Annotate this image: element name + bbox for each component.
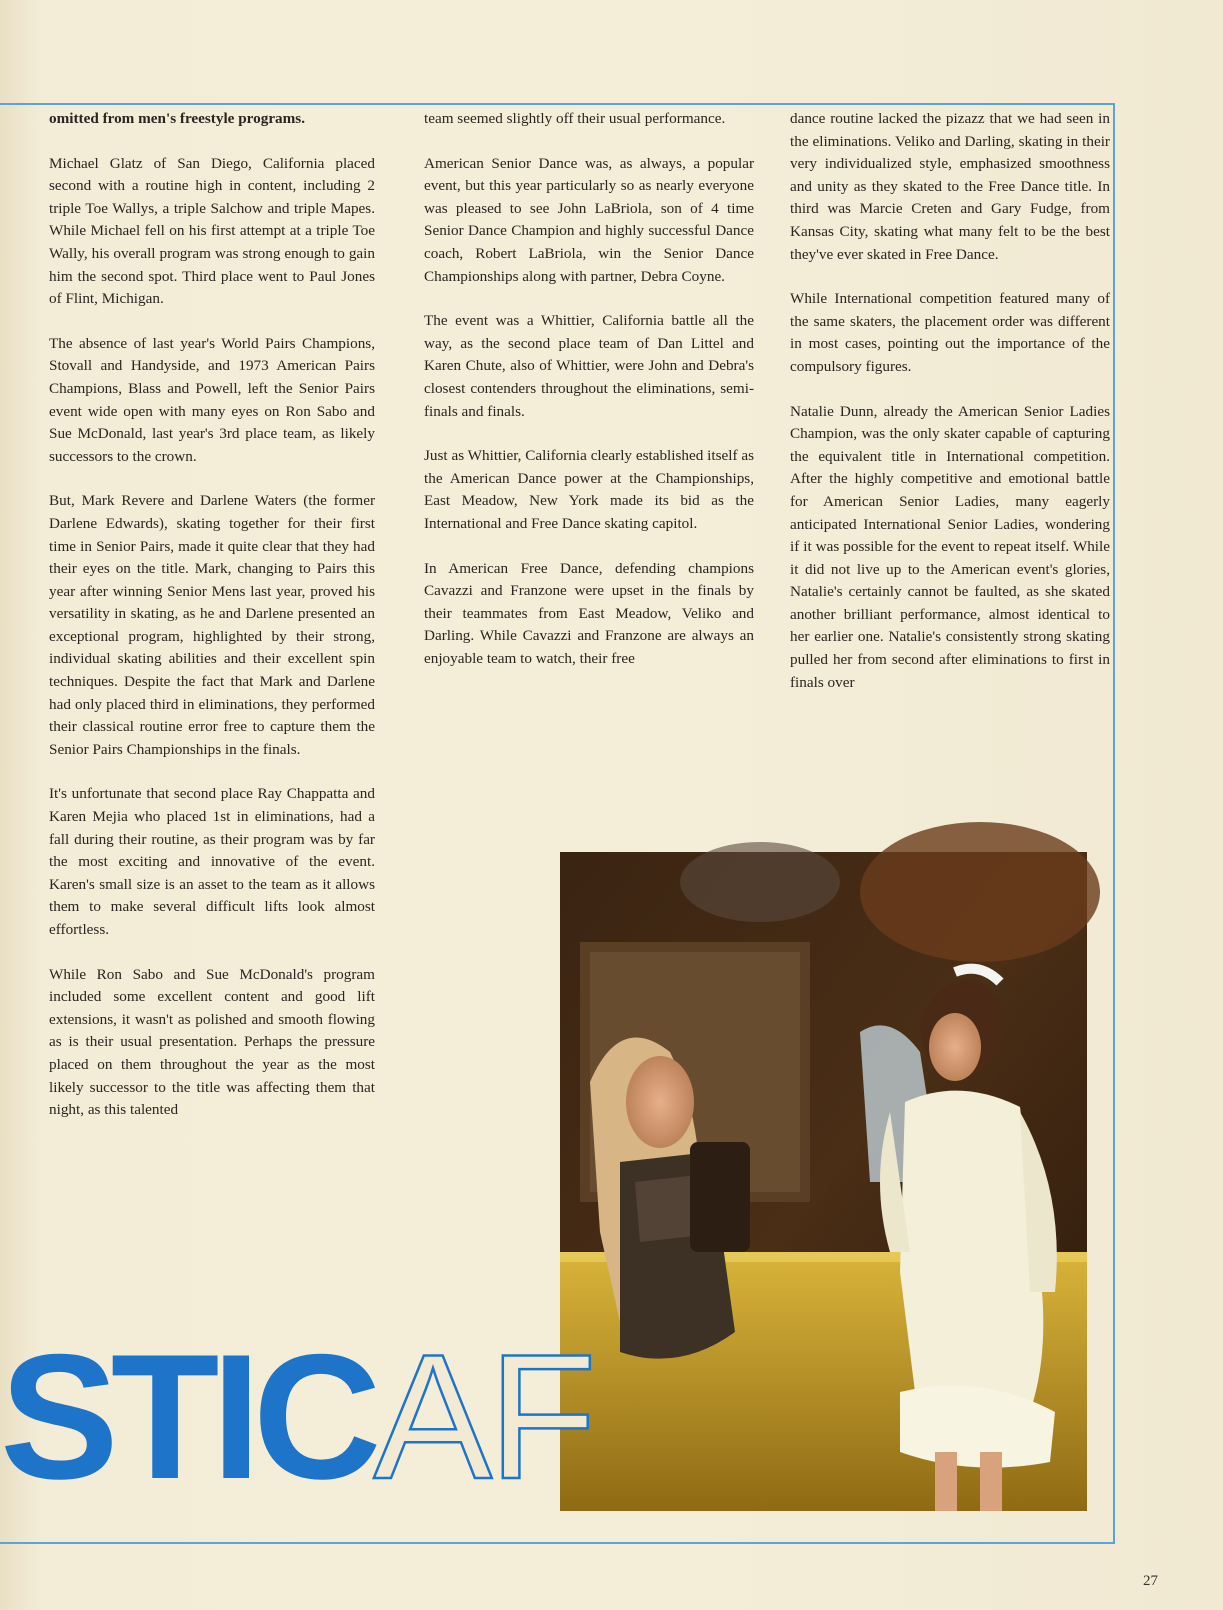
article-column-3 <box>790 108 1110 716</box>
skaters-photo <box>560 852 1087 1511</box>
paragraph: omitted from men's freestyle programs. <box>49 110 306 127</box>
paragraph: team seemed slightly off their usual performance. <box>424 110 726 127</box>
paragraph: Just as Whittier, California clearly established itself as the American Dance power at the Championships, East Meadow, New York made its bid as the International and Free Dance skating capitol. <box>424 447 754 532</box>
paragraph: Natalie Dunn, already the American Senior Ladies Champion, was the only skater capable of capturing the equivalent title in International competition. After the highly competitive and emotional battle for American Senior Ladies, many eagerly anticipated International Senior Ladies, wondering if it was possible for the event to repeat itself. While it did not live up to the American event's glories, Natalie's certainly cannot be faulted, as she skated another brilliant performance, almost identical to her earlier one. Natalie's consistently strong skating pulled her from second after eliminations to first in finals over <box>790 402 1110 691</box>
paragraph: dance routine lacked the pizazz that we had seen in the eliminations. Veliko and Darling, skating in their very individualized style, emphasized smoothness and unity as they skated to the Free Dance title. In third was Marcie Creten and Gary Fudge, from Kansas City, skating what many felt to be the best they've ever skated in Free Dance. <box>790 110 1110 263</box>
headline-display <box>0 1317 593 1516</box>
frame-rule-right <box>1113 103 1115 1544</box>
article-column-2 <box>424 108 754 692</box>
paragraph: Michael Glatz of San Diego, California placed second with a routine high in content, including 2 triple Toe Wallys, a triple Salchow and triple Mapes. While Michael fell on his first attempt at a triple Toe Wally, his overall program was strong enough to gain him the second spot. Third place went to Paul Jones of Flint, Michigan. <box>49 154 375 308</box>
paragraph: It's unfortunate that second place Ray Chappatta and Karen Mejia who placed 1st in eliminations, had a fall during their routine, as their program was by far the most exciting and innovative of the event. Karen's small size is an asset to the team as it allows them to make several difficult lifts look almost effortless. <box>49 785 375 938</box>
paragraph: But, Mark Revere and Darlene Waters (the former Darlene Edwards), skating together for their first time in Senior Pairs, made it quite clear that they had their eyes on the title. Mark, changing to Pairs this year after winning Senior Mens last year, proved his versatility in skating, as he and Darlene presented an exceptional program, highlighted by their strong, individual skating abilities and their excellent spin techniques. Despite the fact that Mark and Darlene had only placed third in eliminations, they performed their classical routine error free to capture them the Senior Pairs Championships in the finals. <box>49 492 375 758</box>
paragraph: While Ron Sabo and Sue McDonald's program included some excellent content and good lift extensions, it wasn't as polished and smooth flowing as is their usual presentation. Perhaps the pressure placed on them throughout the year as the most likely successor to the title was affecting them that night, as this talented <box>49 965 375 1119</box>
headline-outline: AF <box>373 1317 593 1516</box>
article-column-1 <box>49 108 375 1144</box>
paragraph: The event was a Whittier, California battle all the way, as the second place team of Dan Littel and Karen Chute, also of Whittier, were John and Debra's closest contenders throughout the eliminations, semi-finals and finals. <box>424 312 754 420</box>
headline-solid: STIC <box>0 1317 374 1516</box>
paragraph: While International competition featured many of the same skaters, the placement order was different in most cases, pointing out the importance of the compulsory figures. <box>790 290 1110 375</box>
frame-rule-bottom <box>0 1542 1115 1544</box>
paragraph: The absence of last year's World Pairs Champions, Stovall and Handyside, and 1973 American Pairs Champions, Blass and Powell, left the Senior Pairs event wide open with many eyes on Ron Sabo and Sue McDonald, last year's 3rd place team, as likely successors to the crown. <box>49 334 375 465</box>
frame-rule-top <box>0 103 1115 105</box>
paragraph: American Senior Dance was, as always, a popular event, but this year particularly so as nearly everyone was pleased to see John LaBriola, son of 4 time Senior Dance Champion and highly successful Dance coach, Robert LaBriola, win the Senior Dance Championships along with partner, Debra Coyne. <box>424 154 754 285</box>
paragraph: In American Free Dance, defending champions Cavazzi and Franzone were upset in the finals by their teammates from East Meadow, Veliko and Darling. While Cavazzi and Franzone are always an enjoyable team to watch, their free <box>424 559 754 667</box>
page-number: 27 <box>1143 1573 1158 1589</box>
